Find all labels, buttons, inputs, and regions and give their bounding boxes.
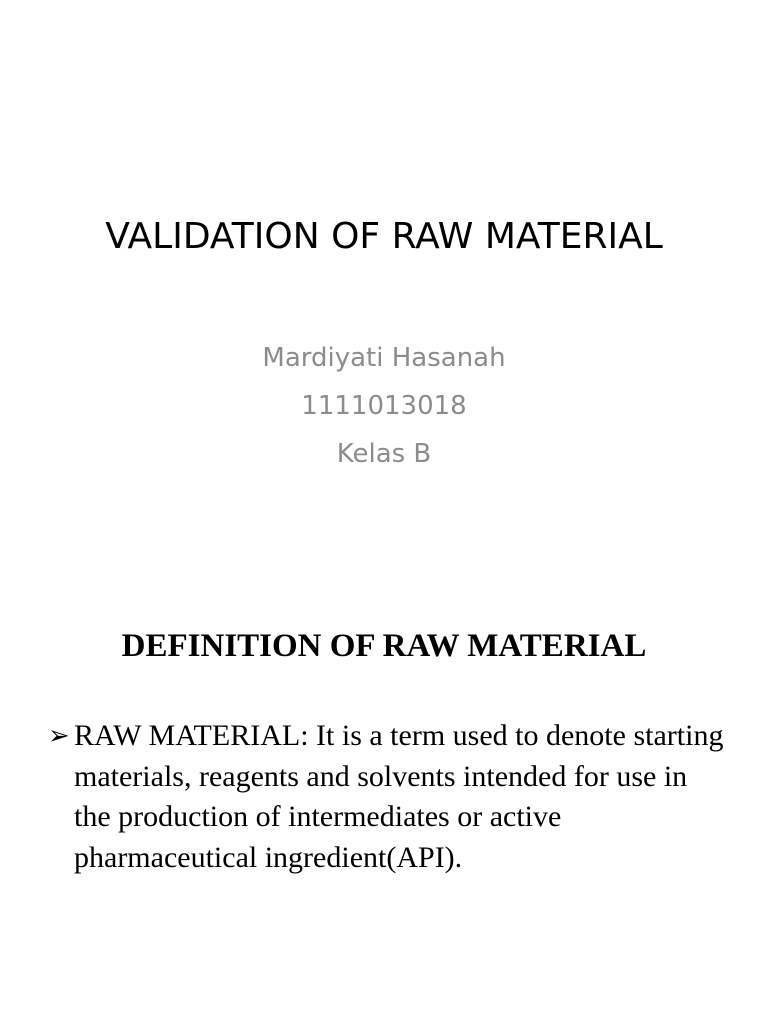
content-slide [0, 512, 768, 1024]
class-name: Kelas B [336, 439, 432, 469]
slide-title: VALIDATION OF RAW MATERIAL [105, 216, 663, 257]
bullet-text: RAW MATERIAL: It is a term used to denote starting materials, reagents and solvents intended for use in the production of intermediates or active pharmaceutical ingredient(API). [74, 719, 724, 874]
slide-subtitle [0, 334, 768, 478]
author-name: Mardiyati Hasanah [262, 343, 506, 373]
student-id: 1111013018 [301, 391, 467, 421]
slide-title: DEFINITION OF RAW MATERIAL [121, 628, 647, 664]
bullet-list [48, 716, 728, 878]
bullet-item [48, 716, 728, 878]
arrow-bullet-icon: ➢ [48, 721, 70, 750]
